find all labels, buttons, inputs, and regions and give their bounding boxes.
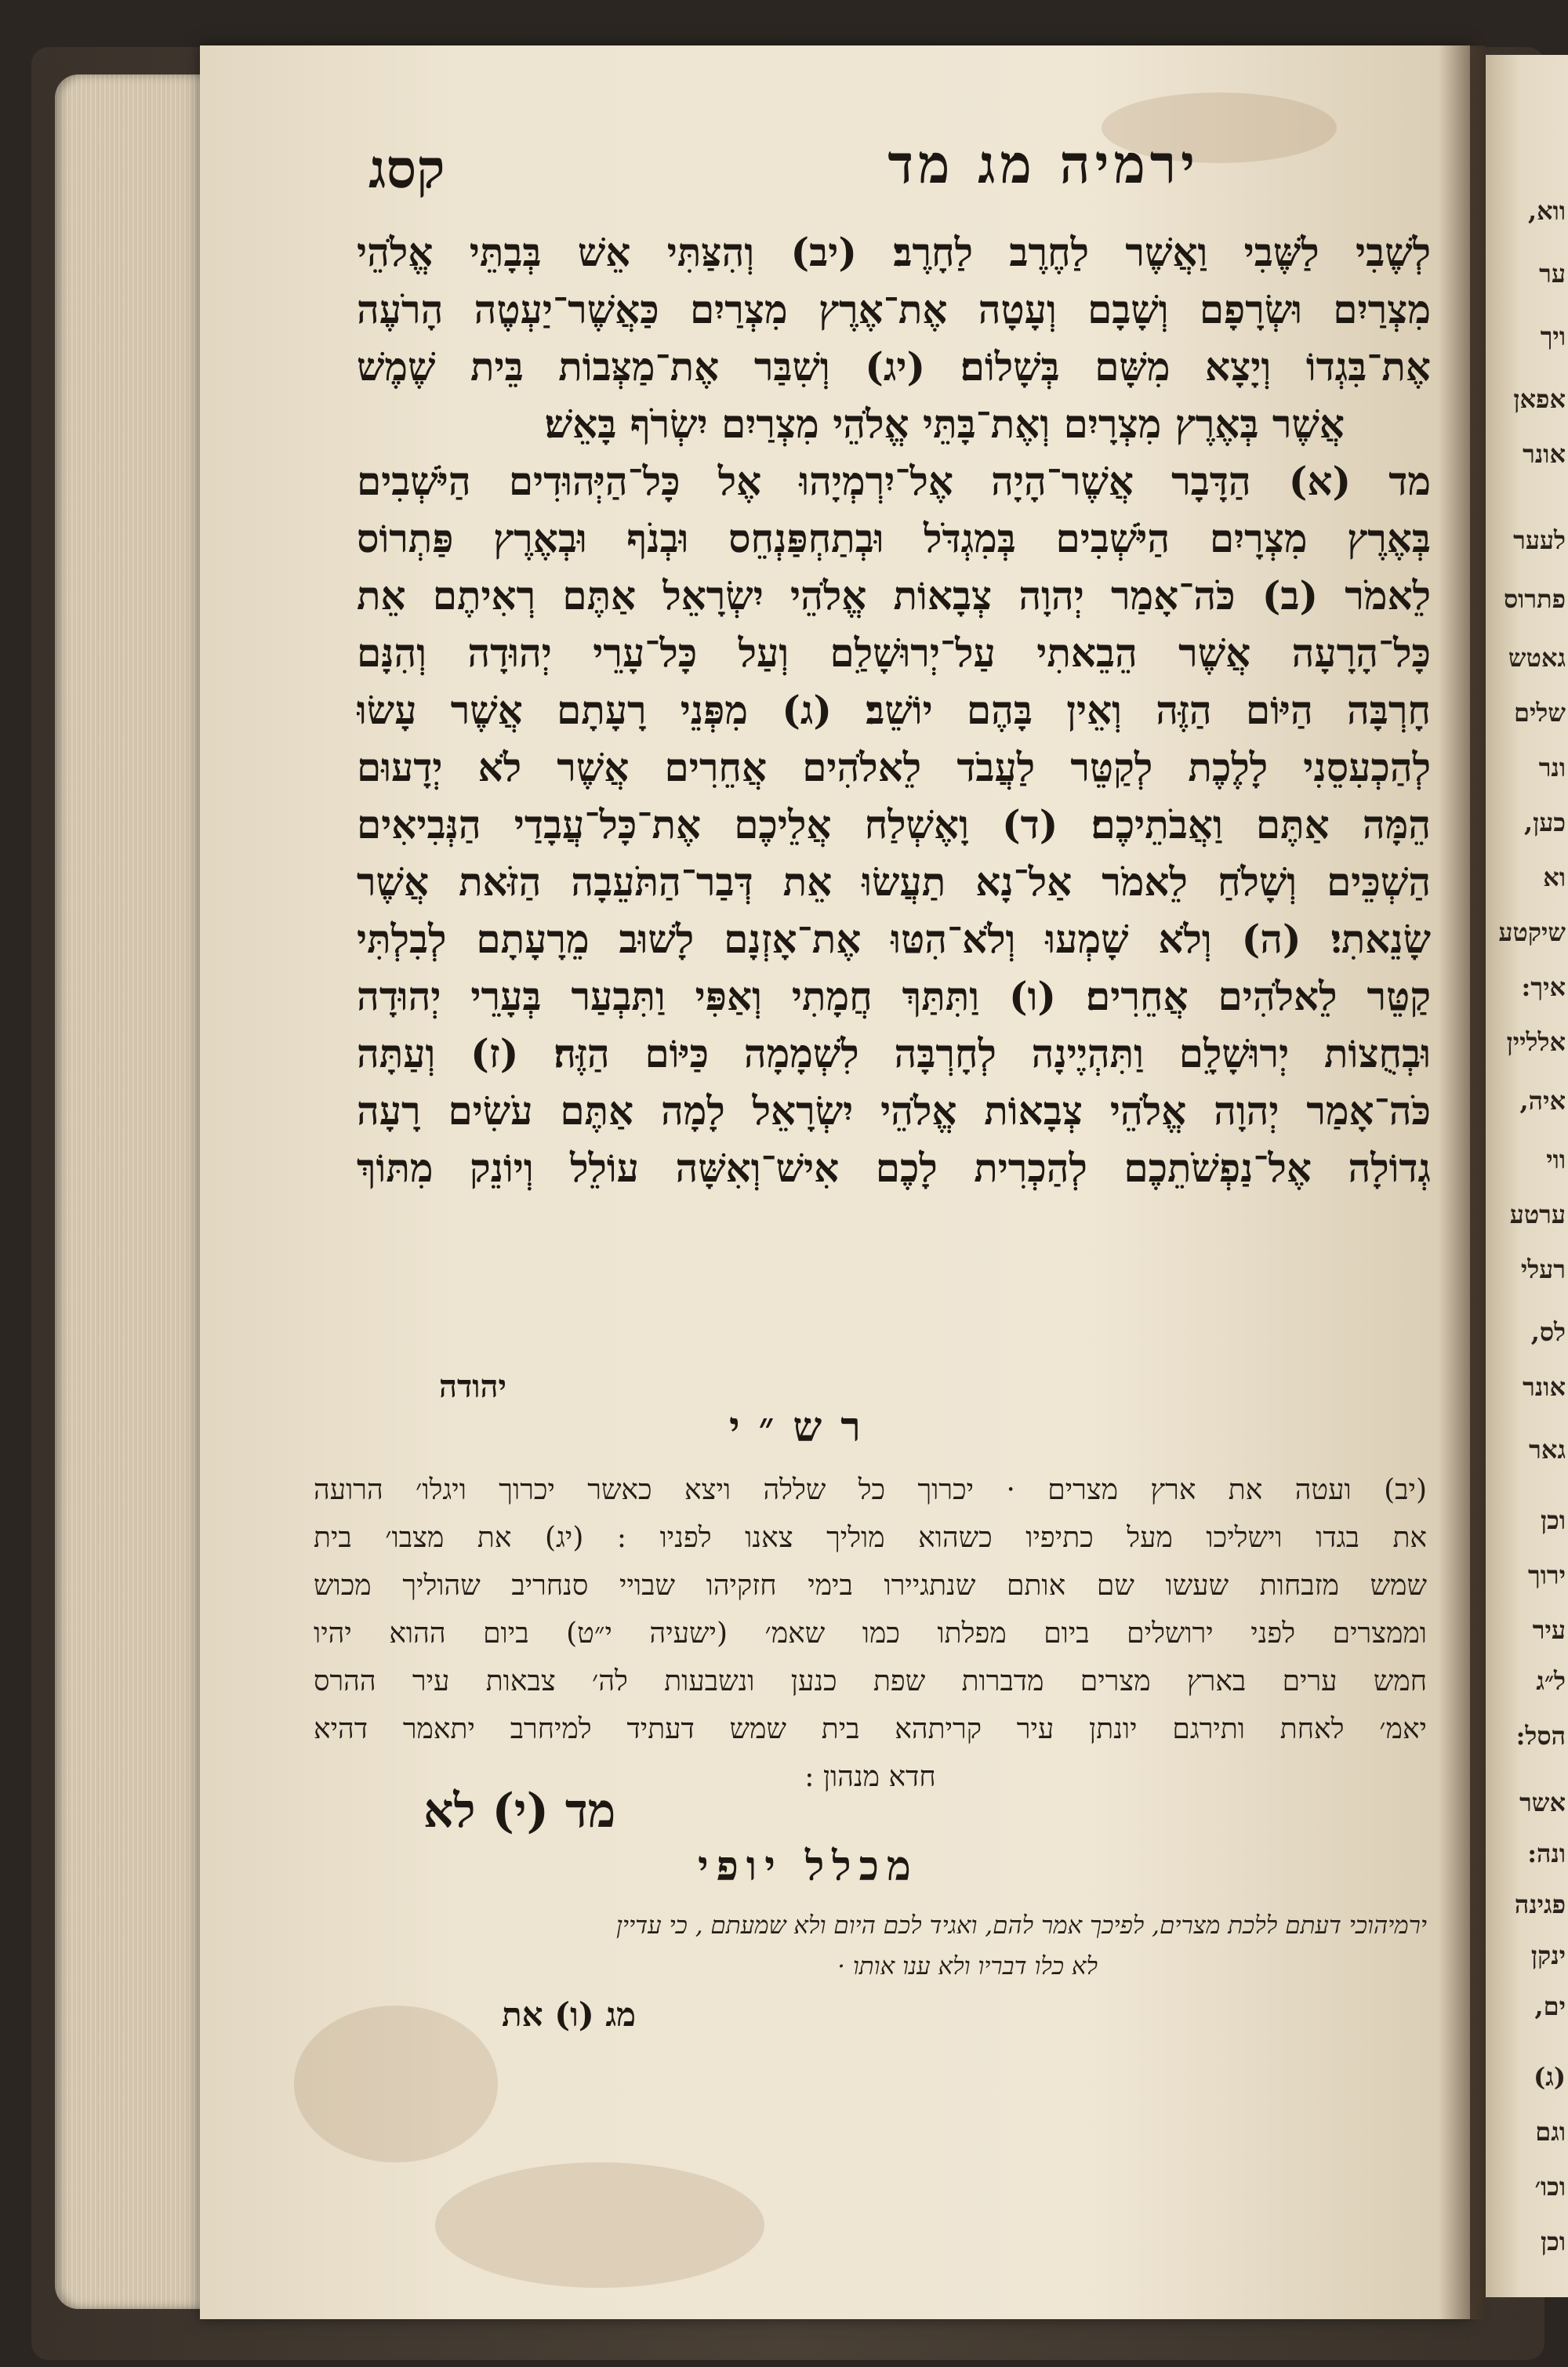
folio-number: קסג (368, 138, 445, 201)
facing-page-fragment: איה, (1519, 1086, 1566, 1116)
facing-page-fragment: ינקן (1530, 1940, 1566, 1970)
facing-page-fragment: ונר (1538, 753, 1566, 782)
catchword: יהודה (439, 1368, 506, 1405)
facing-page-fragment: שיקטע (1498, 917, 1566, 947)
facing-page-fragment: אשר (1519, 1788, 1566, 1817)
commentary-heading: רש״י (729, 1403, 880, 1451)
facing-page-fragment: ערטע (1509, 1200, 1566, 1229)
facing-page-fragment: גאר (1529, 1435, 1566, 1465)
facing-page-fragment: ירוך (1527, 1560, 1566, 1590)
text-line: לְשֶׁבִי לַשֶּׁבִי וַאֲשֶׁר לַחֶרֶב לַחָרֶב׃ (יב) וְהִצַּתִּי אֵשׁ בְּבָתֵּי אֱלֹהֵי (357, 229, 1431, 275)
facing-page-fragment: פגינה (1514, 1890, 1566, 1919)
commentary-block (314, 1466, 1427, 1801)
scripture-text-block (357, 223, 1431, 1196)
facing-page-fragment: גאטש (1508, 643, 1566, 673)
text-line: לְהַכְעִסֵנִי לָלֶכֶת לְקַטֵּר לַעֲבֹד לֵאלֹהִים אֲחֵרִים אֲשֶׁר לֹא יְדָעוּם (357, 744, 1431, 790)
facing-page-fragment: הסל: (1515, 1721, 1566, 1751)
facing-page-edge (1486, 55, 1568, 2297)
commentary-line: יאמ׳ לאחת ותירגם יונתן עיר קריתהא בית שמש דעתיד למיחרב יתאמר דהיא (314, 1713, 1427, 1745)
commentary-line: חמש ערים בארץ מצרים מדברות שפת כנען ונשבעות לה׳ צבאות עיר ההרס (314, 1665, 1427, 1697)
text-line: אֲשֶׁר בְּאֶרֶץ מִצְרָיִם וְאֶת־בָּתֵּי אֱלֹהֵי מִצְרַיִם יִשְׂרֹף בָּאֵשׁ׃ (544, 401, 1345, 447)
facing-page-fragment: אונר (1523, 439, 1566, 469)
facing-page-fragment: ויך (1540, 321, 1566, 351)
text-line: מִצְרַיִם וּשְׂרָפָם וְשָׁבָם וְעָטָה אֶת־אֶרֶץ מִצְרַיִם כַּאֲשֶׁר־יַעְטֶה הָרֹעֶה (357, 286, 1431, 332)
facing-page-fragment: (ג) (1534, 2062, 1566, 2092)
text-line: מד (א) הַדָּבָר אֲשֶׁר־הָיָה אֶל־יִרְמְיָהוּ אֶל כָּל־הַיְּהוּדִים הַיֹּשְׁבִים (357, 458, 1431, 504)
text-line: גְדוֹלָה אֶל־נַפְשֹׁתֵכֶם לְהַכְרִית לָכֶם אִישׁ־וְאִשָּׁה עוֹלֵל וְיוֹנֵק מִתּוֹךְ (357, 1145, 1431, 1191)
facing-page-fragment: וגם (1535, 2117, 1566, 2147)
commentary-line: חדא מנהון : (804, 1761, 936, 1793)
facing-page-fragment: ווי (1546, 1145, 1566, 1174)
text-line: וּבְחֻצוֹת יְרוּשָׁלִָם וַתִּהְיֶינָה לְחָרְבָּה לִשְׁמָמָה כַּיּוֹם הַזֶּה׃ (ז) וְעַתָּה (357, 1030, 1431, 1076)
commentary-line: (יב) ועטה את ארץ מצרים · יכרוך כל שללה ויצא כאשר יכרוך ויגלו׳ הרועה (314, 1474, 1427, 1506)
page-stain (294, 2006, 498, 2162)
text-line: שָׂנֵאתִי׃ (ה) וְלֹא שָׁמְעוּ וְלֹא־הִטּוּ אֶת־אָזְנָם לָשׁוּב מֵרָעָתָם לְבִלְתִּי (357, 916, 1431, 962)
facing-page-fragment: עיר (1532, 1615, 1566, 1645)
chapter-mark: מד (י) לא (423, 1784, 616, 1839)
facing-page-fragment: ווא, (1527, 196, 1566, 226)
facing-page-fragment: רעלי (1520, 1254, 1566, 1284)
facing-page-fragment: שלים (1514, 698, 1566, 728)
facing-page-fragment: כען, (1523, 808, 1566, 837)
running-title: ירמיה מג מד (887, 133, 1200, 196)
michlal-line: לא כלו דבריו ולא ענו אותו · (837, 1952, 1098, 1980)
text-line: כָּל־הָרָעָה אֲשֶׁר הֵבֵאתִי עַל־יְרוּשָׁלִַם וְעַל כָּל־עָרֵי יְהוּדָה וְהִנָּם (357, 630, 1431, 676)
text-line: בְּאֶרֶץ מִצְרָיִם הַיֹּשְׁבִים בְּמִגְדֹּל וּבְתַחְפַּנְחֵס וּבְנֹף וּבְאֶרֶץ פַּתְרוֹס (357, 515, 1431, 561)
page-fore-edge (55, 74, 204, 2309)
text-line: לֵאמֹר (ב) כֹּה־אָמַר יְהוָה צְבָאוֹת אֱלֹהֵי יִשְׂרָאֵל אַתֶּם רְאִיתֶם אֵת (357, 572, 1431, 619)
facing-page-fragment: אפאן (1513, 384, 1566, 414)
section-title: מכלל יופי (698, 1842, 919, 1890)
page-header (368, 133, 1427, 212)
book-gutter (1439, 45, 1486, 2319)
page-stain (435, 2162, 764, 2288)
michlal-line: ירמיהוכי דעתם ללכת מצרים, לפיכך אמר להם, ואגיד לכם היום ולא שמעתם , כי עדיין (616, 1911, 1427, 1940)
facing-page-fragment: וא (1543, 862, 1566, 892)
text-line: חָרְבָּה הַיּוֹם הַזֶּה וְאֵין בָּהֶם יוֹשֵׁב׃ (ג) מִפְּנֵי רָעָתָם אֲשֶׁר עָשׂוּ (357, 687, 1431, 733)
text-line: אֶת־בִּגְדוֹ וְיָצָא מִשָּׁם בְּשָׁלוֹם׃ (יג) וְשִׁבַּר אֶת־מַצְּבוֹת בֵּית שֶׁמֶשׁ (357, 343, 1431, 390)
facing-page-fragment: ים, (1534, 1991, 1566, 2021)
facing-page-fragment: לעער (1513, 525, 1566, 555)
text-line: קַטֵּר לֵאלֹהִים אֲחֵרִים׃ (ו) וַתִּתַּךְ חֲמָתִי וְאַפִּי וַתִּבְעַר בְּעָרֵי יְהוּדָה (357, 973, 1431, 1019)
facing-page-fragment: פתרוס (1503, 584, 1566, 614)
facing-page-fragment: וכן (1541, 2227, 1566, 2256)
facing-page-fragment: לס, (1530, 1317, 1566, 1347)
bottom-catchword: מג (ו) את (502, 1995, 637, 2034)
facing-page-fragment: אונר (1523, 1372, 1566, 1402)
facing-page-fragment: ונה: (1527, 1839, 1566, 1868)
text-line: הֵמָּה אַתֶּם וַאֲבֹתֵיכֶם׃ (ד) וָאֶשְׁלַח אֲלֵיכֶם אֶת־כָּל־עֲבָדַי הַנְּבִיאִים (357, 801, 1431, 848)
facing-page-fragment: וכו׳ (1534, 2172, 1566, 2202)
commentary-line: שמש מזבחות שעשו שם אותם שנתגיירו בימי חזקיהו שבויי סנחריב שהוליך מכוש (314, 1570, 1427, 1602)
facing-page-fragment: אלליין (1506, 1027, 1566, 1057)
michlal-yofi-block (306, 1905, 1427, 1987)
commentary-line: וממצרים לפני ירושלים ביום מפלתו כמו שאמ׳ (ישעיה י״ט) ביום ההוא יהיו (314, 1617, 1427, 1650)
text-line: הַשְׁכֵּים וְשָׁלֹחַ לֵאמֹר אַל־נָא תַעֲשׂוּ אֵת דְּבַר־הַתֹּעֵבָה הַזֹּאת אֲשֶׁר (357, 859, 1431, 905)
facing-page-fragment: איך: (1521, 972, 1566, 1002)
facing-page-fragment: ער (1539, 259, 1566, 289)
text-line: כֹּה־אָמַר יְהוָה אֱלֹהֵי צְבָאוֹת אֱלֹהֵי יִשְׂרָאֵל לָמָה אַתֶּם עֹשִׂים רָעָה (357, 1087, 1431, 1134)
commentary-line: את בגדו וישליכו מעל כתיפיו כשהוא מוליך צאנו לפניו : (יג) את מצבו׳ בית (314, 1522, 1427, 1554)
facing-page-fragment: וכן (1541, 1505, 1566, 1535)
facing-page-fragment: ל״ג (1536, 1666, 1566, 1696)
